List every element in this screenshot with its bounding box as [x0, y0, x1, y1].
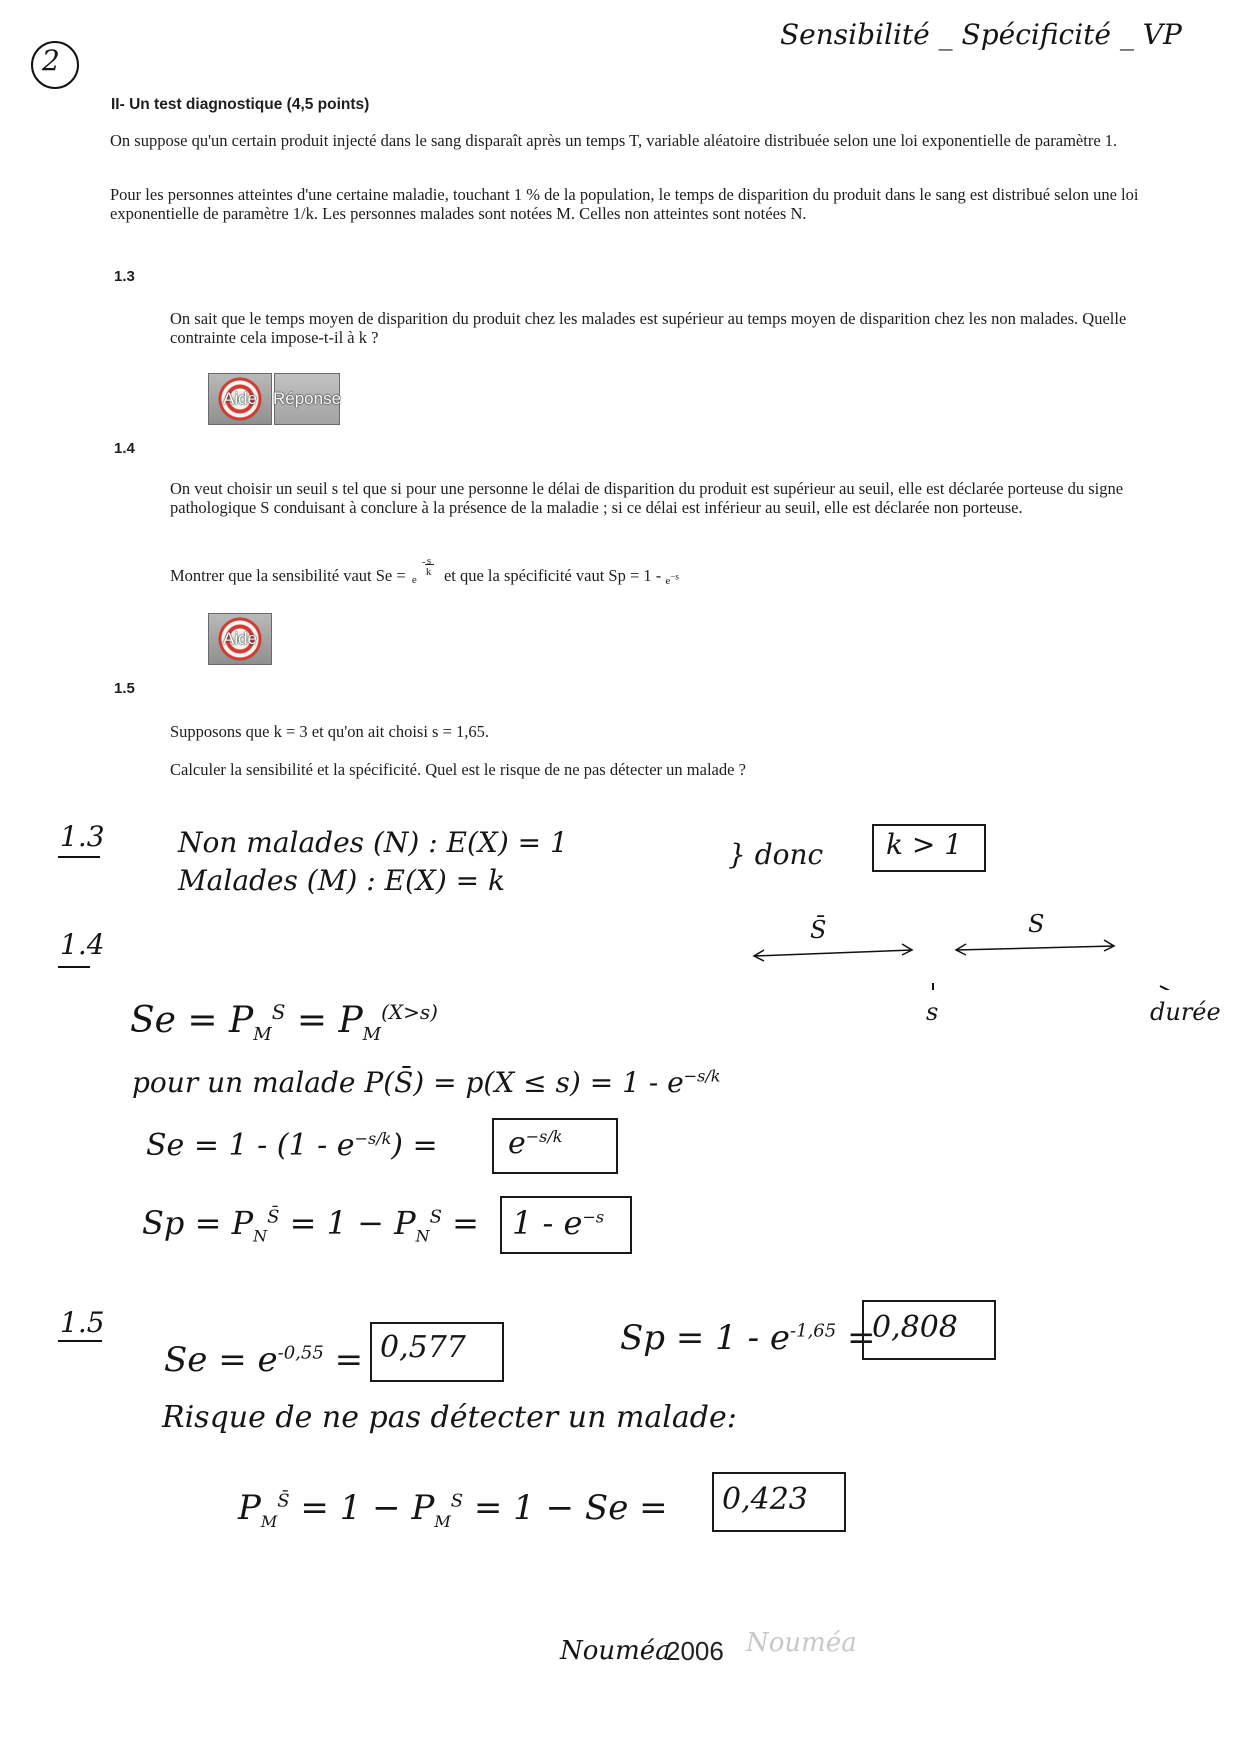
question-1-3-text: On sait que le temps moyen de disparition du produit chez les malades est supérieur au temps moyen de disparition chez les non malades. Quelle contrainte cela impose-t-il à k ? [170, 309, 1127, 347]
formula-sp: $e^{-s}$ [665, 571, 679, 587]
arrow-s [956, 946, 1114, 950]
handwritten-title: Sensibilité _ Spécificité _ VP [780, 18, 1182, 51]
se-result: $e^{-s/k}$ [508, 1126, 563, 1161]
axis-tick-label: s [926, 998, 939, 1026]
answer-1-3-line-1: Non malades (N) : E(X) = 1 [178, 826, 568, 859]
answer-label-1-3: 1.3 [60, 820, 105, 853]
sp-calculation: $Sp = P_N^{S̄} = 1 - P_N^S$ = [142, 1204, 479, 1246]
sp-result: $1 - e^{-s}$ [512, 1204, 605, 1242]
axis-label-s: S [1028, 910, 1045, 938]
axis-label-not-s: S̄ [810, 916, 827, 944]
sp-numeric-exponent: -1,65 [790, 1320, 837, 1342]
sp-numeric-result: 0,808 [872, 1310, 958, 1345]
se-numeric-result: 0,577 [380, 1330, 466, 1365]
question-number-1-5: 1.5 [114, 680, 135, 697]
question-1-4-text: On veut choisir un seuil s tel que si pour une personne le délai de disparition du produit est supérieur au seuil, elle est déclarée porteuse du signe pathologique S conduisant à conclure à la présence de la maladie ; si ce délai est inférieur au seuil, elle est déclarée non porteuse. [170, 479, 1124, 517]
risque-line: Risque de ne pas détecter un malade: [162, 1400, 737, 1435]
aide-button-1-3[interactable]: Aide [208, 373, 272, 425]
footer-place: Nouméa [560, 1636, 671, 1666]
se-numeric-exponent: -0,55 [277, 1342, 324, 1364]
intro-paragraph-2: Pour les personnes atteintes d'une certaine maladie, touchant 1 % de la population, le temps de disparition du produit dans le sang est distribué selon une loi exponentielle de paramètre 1/k. Les personnes malades sont notées M. Celles non atteintes sont notées N. [110, 185, 1139, 223]
question-number-1-4: 1.4 [114, 440, 135, 457]
malade-line: pour un malade P(S̄) = $p(X \le s) = 1 - e^{-s/k}$ [132, 1066, 721, 1099]
question-1-5-text-2: Calculer la sensibilité et la spécificité. Quel est le risque de ne pas détecter un malade ? [170, 760, 746, 779]
question-1-5-text-1: Supposons que k = 3 et qu'on ait choisi s = 1,65. [170, 722, 490, 741]
answer-label-1-3-underline [58, 856, 100, 858]
page-number: 2 [42, 44, 60, 77]
axis-arrow-1 [1160, 986, 1172, 990]
footer-year: 2006 [666, 1636, 724, 1666]
threshold-axis-diagram [740, 920, 1180, 990]
formula-prefix: Montrer que la sensibilité vaut Se = [170, 566, 406, 585]
intro-paragraph-1: On suppose qu'un certain produit injecté dans le sang disparaît après un temps T, variable aléatoire distribuée selon une loi exponentielle de paramètre 1. [110, 131, 1118, 150]
formula-se: e - s k [410, 561, 440, 581]
section-title: II- Un test diagnostique (4,5 points) [111, 96, 370, 113]
axis-duree-label: durée [1150, 998, 1221, 1026]
answer-1-3-line-2: Malades (M) : E(X) = k [178, 864, 505, 897]
se-calculation: $Se = 1 - (1 - e^{-s/k})$ = [146, 1128, 438, 1163]
risque-calculation: $P_M^{S̄} = 1 - P_M^S = 1 - Se$ = [238, 1488, 668, 1531]
question-1-4-formula [170, 555, 679, 588]
risque-result: 0,423 [722, 1482, 808, 1517]
arrow-not-s [754, 950, 912, 956]
answer-label-1-4: 1.4 [60, 928, 105, 961]
answer-label-1-4-underline [58, 966, 90, 968]
answer-1-3-donc: } donc [728, 838, 824, 871]
sp-numeric: $Sp = 1 - e^{-1,65}$ = [620, 1318, 876, 1358]
aide-button-1-4[interactable]: Aide [208, 613, 272, 665]
se-definition: $Se = P_M^S = P_M^{(X>s)}$ [130, 1000, 438, 1046]
question-number-1-3: 1.3 [114, 268, 135, 285]
formula-mid: et que la spécificité vaut Sp = 1 - [443, 566, 662, 585]
answer-label-1-5-underline [58, 1340, 102, 1342]
reponse-button-1-3[interactable]: Réponse [274, 373, 340, 425]
se-numeric: $Se = e^{-0,55}$ = [164, 1340, 364, 1380]
answer-label-1-5: 1.5 [60, 1306, 105, 1339]
footer-faded-place: Nouméa [746, 1628, 857, 1658]
answer-1-3-result: k > 1 [886, 828, 963, 861]
